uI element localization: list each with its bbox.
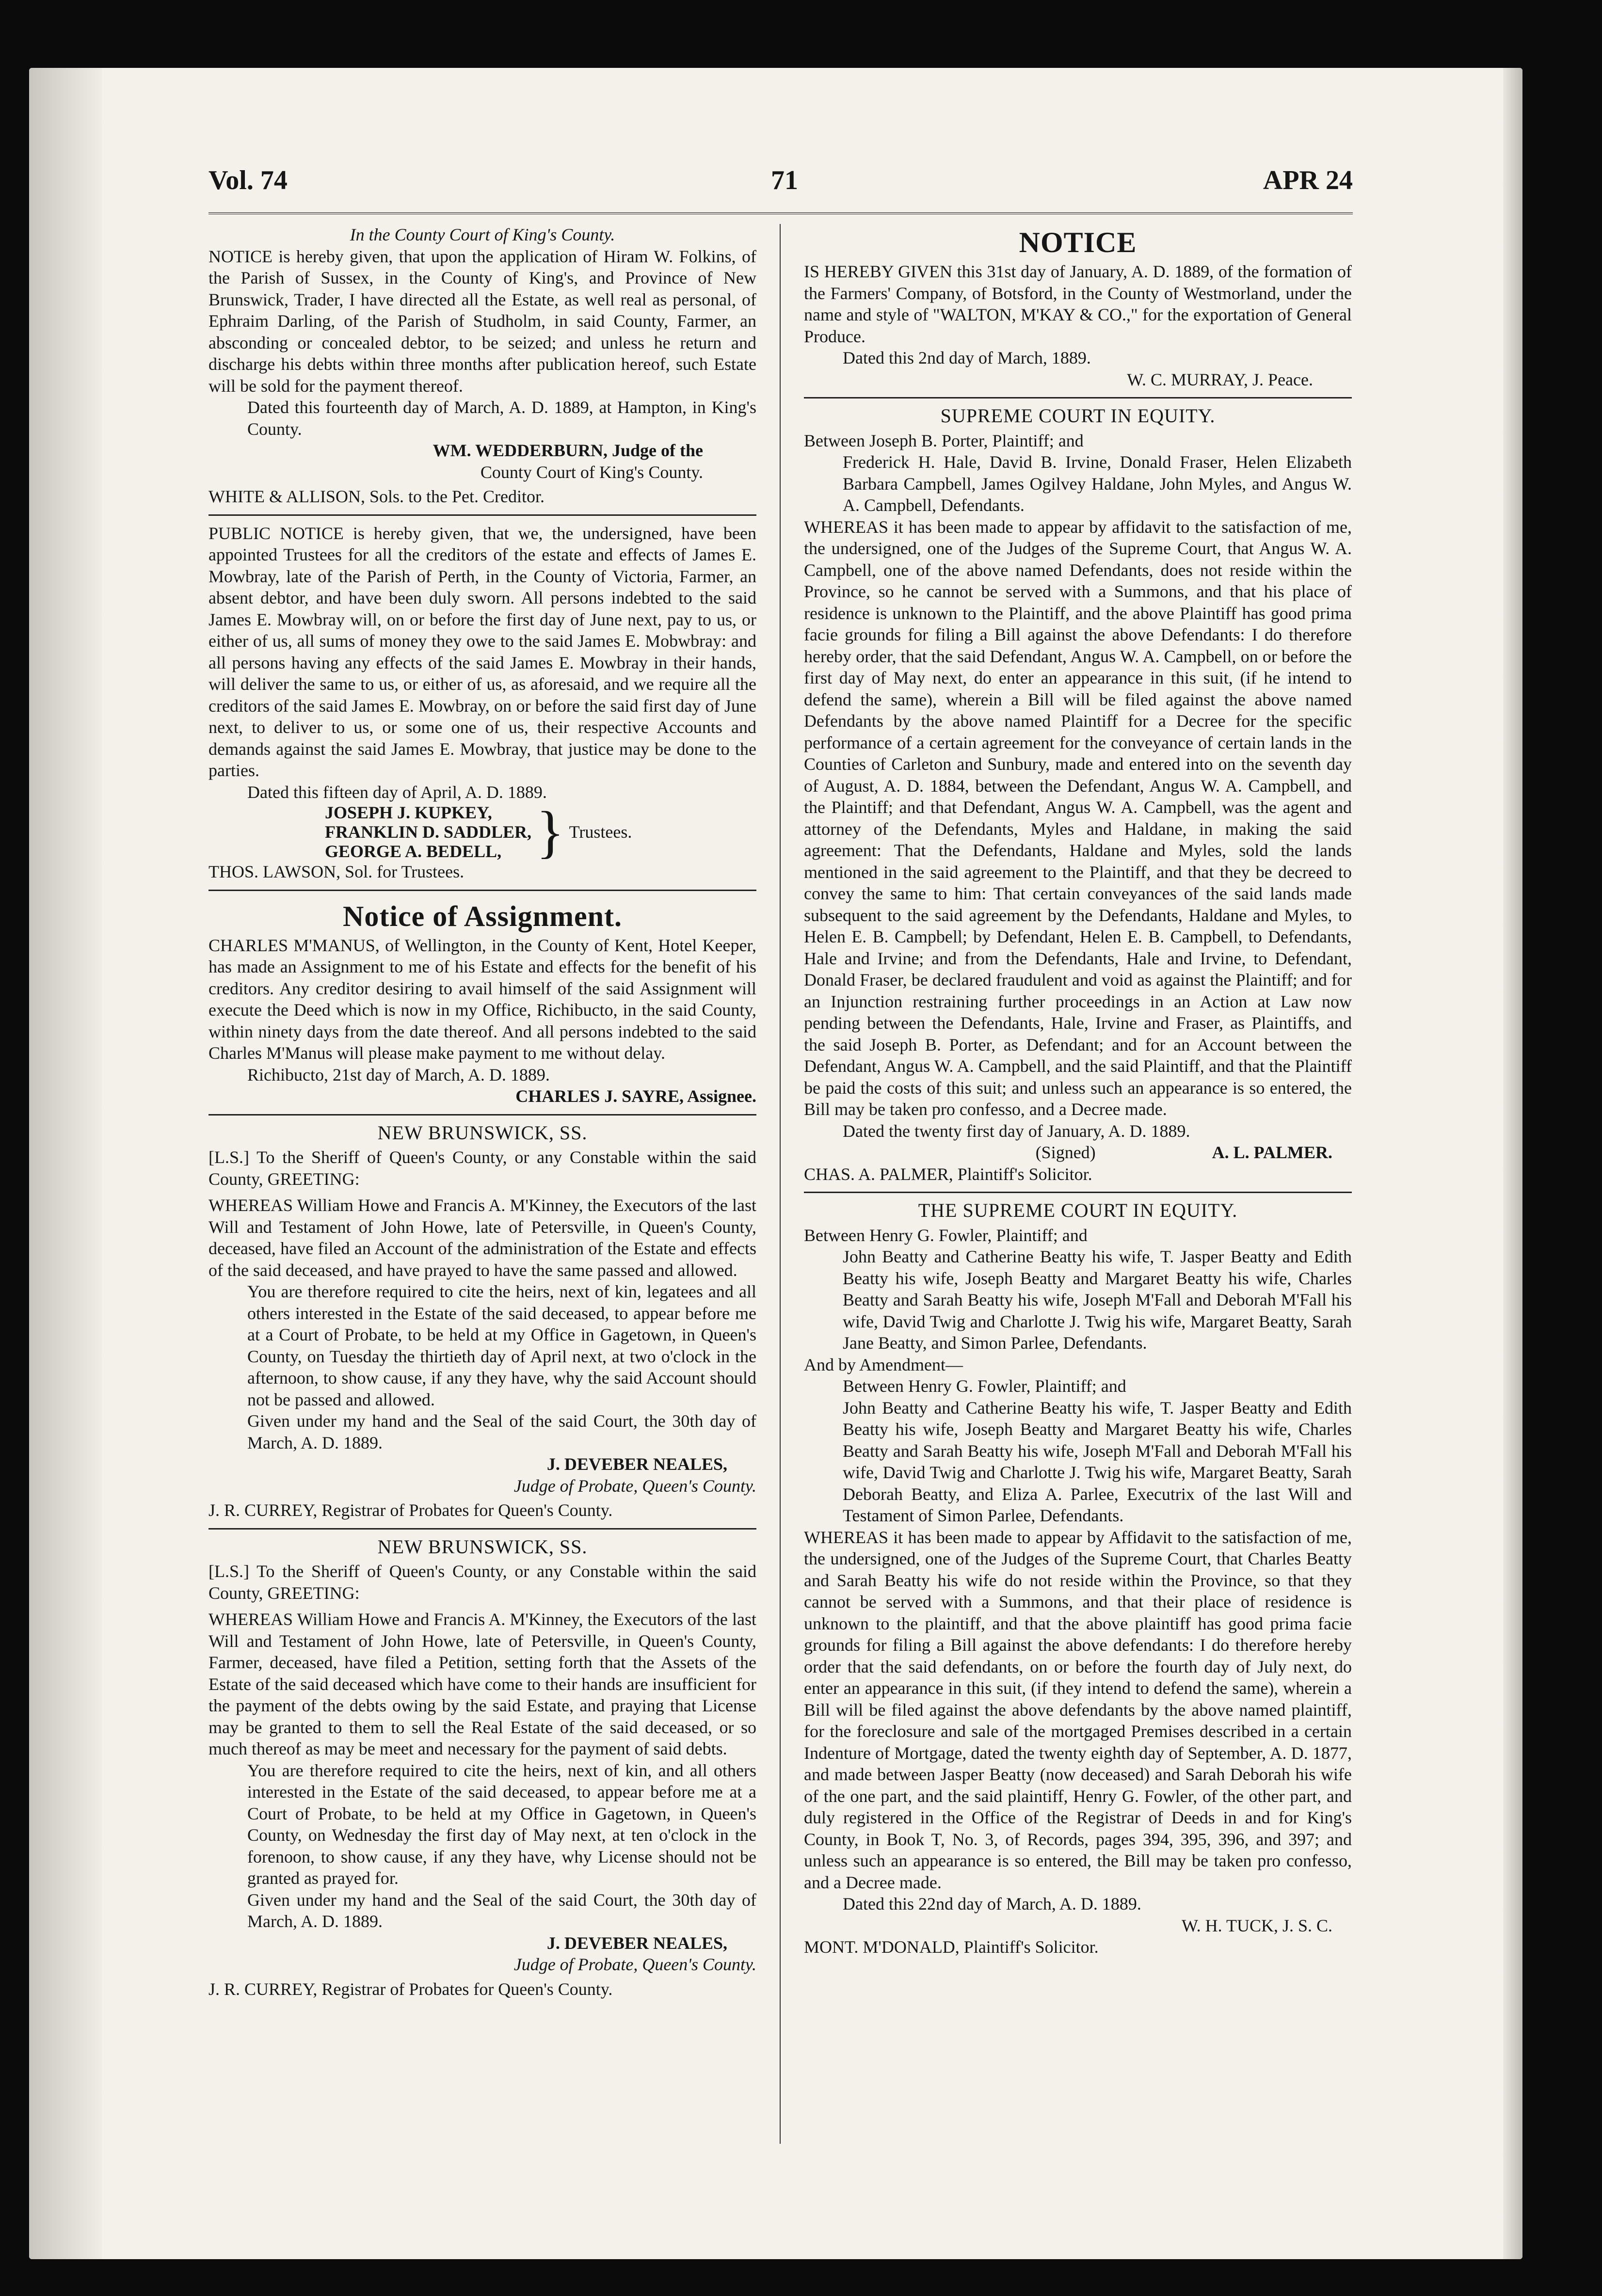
notice-defendants: John Beatty and Catherine Beatty his wife, T. Jasper Beatty and Edith Beatty his wife, Joseph Beatty and Margaret Beatty his wife, Charles Beatty and Sarah Beatty his wife, Joseph M'Fall and Deborah M'Fall his wife, David Twig and Charlotte J. Twig his wife, Margaret Beatty, Sarah Deborah Beatty, and Eliza A. Parlee, Executrix of the last Will and Testament of Simon Parlee, Defendants. [843,1398,1352,1525]
notice-signature: J. DEVEBER NEALES, [546,1454,727,1474]
notice-equity-fowler [804,1200,1352,1958]
right-column [804,224,1352,1958]
notice-amendment: And by Amendment— [804,1355,963,1374]
notice-dated: Dated the twenty first day of January, A. D. 1889. [843,1121,1190,1141]
trustee-name: JOSEPH J. KUPKEY, [325,803,492,822]
notice-signature: W. C. MURRAY, J. Peace. [1127,369,1313,389]
column-divider [780,224,781,2144]
notice-defendants: John Beatty and Catherine Beatty his wife, T. Jasper Beatty and Edith Beatty his wife, Joseph Beatty and Margaret Beatty his wife, Charles Beatty and Sarah Beatty his wife, Joseph M'Fall and Deborah M'Fall his wife, David Twig and Charlotte J. Twig his wife, Margaret Beatty, Sarah Jane Beatty, and Simon Parlee, Defendants. [843,1247,1352,1353]
notice-parties: Between Joseph B. Porter, Plaintiff; and [804,430,1084,450]
notice-signature-title: Judge of Probate, Queen's County. [513,1476,756,1496]
notice-given: Given under my hand and the Seal of the said Court, the 30th day of March, A. D. 1889. [247,1890,756,1931]
header-rule [208,212,1353,214]
notice-heading: SUPREME COURT IN EQUITY. [940,405,1216,427]
trustees-label: Trustees. [569,822,632,842]
page-header [208,160,1353,204]
notice-signature: A. L. PALMER. [1212,1143,1332,1162]
notice-assignment [208,898,756,1107]
notice-dated: Dated this 2nd day of March, 1889. [843,348,1091,367]
notice-heading: NEW BRUNSWICK, SS. [377,1121,588,1144]
signed-label: (Signed) [1035,1143,1096,1162]
notice-body: CHARLES M'MANUS, of Wellington, in the County of Kent, Hotel Keeper, has made an Assignment to me of his Estate and effects for the benefit of his creditors. Any creditor desiring to avail himself of the said Assignment will execute the Deed which is now in my Office, Richibucto, in the said County, within ninety days from the date thereof. And all persons indebted to the said Charles M'Manus will please make payment to me without delay. [208,935,756,1063]
trustee-block [208,799,756,864]
notice-given: Given under my hand and the Seal of the said Court, the 30th day of March, A. D. 1889. [247,1411,756,1452]
page-content [208,160,1353,2172]
newspaper-page [29,68,1522,2259]
notice-parties: Between Henry G. Fowler, Plaintiff; and [843,1376,1126,1396]
separator [208,1528,756,1530]
notice-title: NOTICE [1019,226,1137,258]
notice-seal-line: [L.S.] To the Sheriff of Queen's County, or any Constable within the said County, GREETING: [208,1562,756,1603]
volume-label: Vol. 74 [208,165,288,195]
notice-signature: WM. WEDDERBURN, Judge of the [433,441,703,460]
notice-caption: In the County Court of King's County. [350,225,615,244]
notice-parties: Between Henry G. Fowler, Plaintiff; and [804,1225,1088,1245]
notice-signature-title: County Court of King's County. [480,462,703,482]
left-column [208,224,756,2000]
notice-body: WHEREAS it has been made to appear by Affidavit to the satisfaction of me, the undersigned, one of the Judges of the Supreme Court, that Charles Beatty and Sarah Beatty his wife do not reside within the Province, so that they cannot be served with a Summons, and that their place of residence is unknown to the plaintiff, and that the above plaintiff has good prima facie grounds for filing a Bill against the above defendants: I do therefore hereby order that the said defendants, on or before the fourth day of July next, do enter an appearance in this suit, (if they intend to defend the same), wherein a Bill will be filed against the above defendants by the above named plaintiff, for the foreclosure and sale of the mortgaged Premises described in a certain Indenture of Mortgage, dated the twenty eighth day of September, A. D. 1877, and made between Jasper Beatty (now deceased) and Sarah Deborah his wife of the one part, and the said plaintiff, Henry G. Fowler, of the other part, and duly registered in the Office of the Registrar of Deeds in and for King's County, in Book T, No. 3, of Records, pages 394, 395, 396, and 397; and unless such an appearance is so entered, the Bill may be taken pro confesso, and a Decree made. [804,1527,1352,1892]
notice-public-trustees [208,523,756,883]
notice-solicitor: THOS. LAWSON, Sol. for Trustees. [208,862,465,881]
notice-solicitors: WHITE & ALLISON, Sols. to the Pet. Creditor. [208,487,545,506]
notice-body: You are therefore required to cite the heirs, next of kin, and all others interested in the Estate of the said deceased, to appear before me at a Court of Probate, to be held at my Office in Gagetown, in Queen's County, on Wednesday the first day of May next, at ten o'clock in the forenoon, to show cause, if any they have, why License should not be granted as prayed for. [247,1760,756,1888]
notice-dated: Dated this fourteenth day of March, A. D. 1889, at Hampton, in King's County. [247,398,756,439]
notice-seal-line: [L.S.] To the Sheriff of Queen's County, or any Constable within the said County, GREETING: [208,1148,756,1189]
separator [804,397,1352,399]
separator [208,890,756,891]
notice-body: WHEREAS it has been made to appear by affidavit to the satisfaction of me, the undersigned, one of the Judges of the Supreme Court, that Angus W. A. Campbell, one of the above named Defendants, does not reside within the Province, so he cannot be served with a Summons, and that his place of residence is unknown to the Plaintiff, and the above Plaintiff has good prima facie grounds for filing a Bill against the above Defendants: I do therefore hereby order, that the said Defendant, Angus W. A. Campbell, on or before the first day of May next, do enter an appearance in this suit, (if he intend to defend the same), wherein a Bill will be filed against the above named Defendants by the above named Plaintiff for a Decree for the specific performance of a certain agreement for the conveyance of certain lands in the Counties of Carleton and Sunbury, made and entered into on the seventh day of August, A. D. 1884, between the Defendant, Angus W. A. Campbell, and the Plaintiff; and that Defendant, Angus W. A. Campbell, was the agent and attorney of the Defendants, Myles and Haldane, in making the said agreement: That the Defendants, Haldane and Myles, sold the lands mentioned in the said agreement to the Plaintiff, and that they be decreed to convey the same to him: That certain conveyances of the said lands made subsequent to the said agreement by the Defendants, Haldane and Myles, to Helen E. B. Campbell; by Defendant, Helen E. B. Campbell, to Defendants, Hale and Irvine; and from the Defendants, Hale and Irvine, to Defendant, Donald Fraser, be declared fraudulent and void as against the Plaintiff; and for an Injunction restraining further proceedings in an Action at Law now pending between the Defendants, Hale, Irvine and Fraser, as Plaintiffs, and the said Joseph B. Porter, as Defendant; and for an Account between the Defendant, Angus W. A. Campbell, and the said Plaintiff, and that the Plaintiff be paid the costs of this suit; and unless such an appearance is so entered, the Bill may be taken pro confesso, and a Decree made. [804,517,1352,1119]
notice-body: PUBLIC NOTICE is hereby given, that we, the undersigned, have been appointed Trustees for all the creditors of the estate and effects of James E. Mowbray, late of the Parish of Perth, in the County of Victoria, Farmer, an absent debtor, and have been duly sworn. All persons indebted to the said James E. Mowbray will, on or before the first day of June next, pay to us, or either of us, all sums of money they owe to the said James E. Mobwbray: and all persons having any effects of the said James E. Mowbray in their hands, will deliver the same to us, or either of us, as aforesaid, and we require all the creditors of the said James E. Mowbray, on or before the said first day of June next, to deliver to us, or some one of us, their respective Accounts and demands against the said James E. Mowbray, that justice may be done to the parties. [208,523,756,780]
page-spine [29,68,102,2259]
notice-heading: THE SUPREME COURT IN EQUITY. [918,1199,1238,1221]
notice-company-formation [804,224,1352,390]
notice-signature: W. H. TUCK, J. S. C. [1181,1915,1332,1935]
notice-registrar: J. R. CURREY, Registrar of Probates for Queen's County. [208,1500,613,1520]
notice-signature: CHARLES J. SAYRE, Assignee. [515,1086,756,1106]
notice-body: WHEREAS William Howe and Francis A. M'Kinney, the Executors of the last Will and Testament of John Howe, late of Petersville, in Queen's County, deceased, have filed an Account of the administration of the Estate and effects of the said deceased, and have prayed to have the same passed and allowed. [208,1196,756,1280]
notice-solicitor: CHAS. A. PALMER, Plaintiff's Solicitor. [804,1164,1092,1184]
brace-glyph: } [536,799,564,864]
notice-body: IS HEREBY GIVEN this 31st day of January, A. D. 1889, of the formation of the Farmers' Company, of Botsford, in the County of Westmorland, under the name and style of "WALTON, M'KAY & CO.," for the exportation of General Produce. [804,262,1352,346]
notice-kings-county [208,224,756,508]
notice-probate-license [208,1536,756,2000]
notice-solicitor: MONT. M'DONALD, Plaintiff's Solicitor. [804,1937,1099,1957]
page-edge [1503,68,1522,2259]
page-number: 71 [771,165,798,195]
separator [208,514,756,516]
trustee-name: GEORGE A. BEDELL, [325,842,502,861]
notice-dated: Dated this fifteen day of April, A. D. 1889. [247,782,547,802]
trustee-names [325,803,531,861]
notice-heading: NEW BRUNSWICK, SS. [377,1535,588,1558]
separator [208,1114,756,1116]
issue-date: APR 24 [1263,165,1353,195]
notice-signature: J. DEVEBER NEALES, [546,1933,727,1953]
notice-dated: Richibucto, 21st day of March, A. D. 1889. [247,1065,550,1084]
notice-signature-line [804,1142,1332,1164]
notice-dated: Dated this 22nd day of March, A. D. 1889. [843,1894,1141,1913]
notice-probate-account [208,1122,756,1521]
notice-defendants: Frederick H. Hale, David B. Irvine, Donald Fraser, Helen Elizabeth Barbara Campbell, James Ogilvey Haldane, John Myles, and Angus W. A. Campbell, Defendants. [843,452,1352,515]
notice-body: WHEREAS William Howe and Francis A. M'Kinney, the Executors of the last Will and Testament of John Howe, late of Petersville, in Queen's County, Farmer, deceased, have filed a Petition, setting forth that the Assets of the Estate of the said deceased which have come to their hands are insufficient for the payment of the debts owing by the said Estate, and praying that License may be granted to them to sell the Real Estate of the said deceased, or so much thereof as may be meet and necessary for the payment of said debts. [208,1610,756,1758]
notice-signature-title: Judge of Probate, Queen's County. [513,1955,756,1974]
notice-title: Notice of Assignment. [343,900,622,932]
notice-equity-porter [804,405,1352,1185]
notice-registrar: J. R. CURREY, Registrar of Probates for Queen's County. [208,1979,613,1999]
trustee-name: FRANKLIN D. SADDLER, [325,822,532,842]
notice-body: NOTICE is hereby given, that upon the application of Hiram W. Folkins, of the Parish of Sussex, in the County of King's, and Province of New Brunswick, Trader, I have directed all the Estate, as well real as personal, of Ephraim Darling, of the Parish of Studholm, in said County, Farmer, an absconding or concealed debtor, to be seized; and unless he return and discharge his debts within three months after publication hereof, such Estate will be sold for the payment thereof. [208,246,756,396]
notice-body: You are therefore required to cite the heirs, next of kin, legatees and all others interested in the Estate of the said deceased, to appear before me at a Court of Probate, to be held at my Office in Gagetown, in Queen's County, on Tuesday the thirtieth day of April next, at two o'clock in the afternoon, to show cause, if any they have, why the said Account should not be passed and allowed. [247,1282,756,1409]
separator [804,1192,1352,1193]
